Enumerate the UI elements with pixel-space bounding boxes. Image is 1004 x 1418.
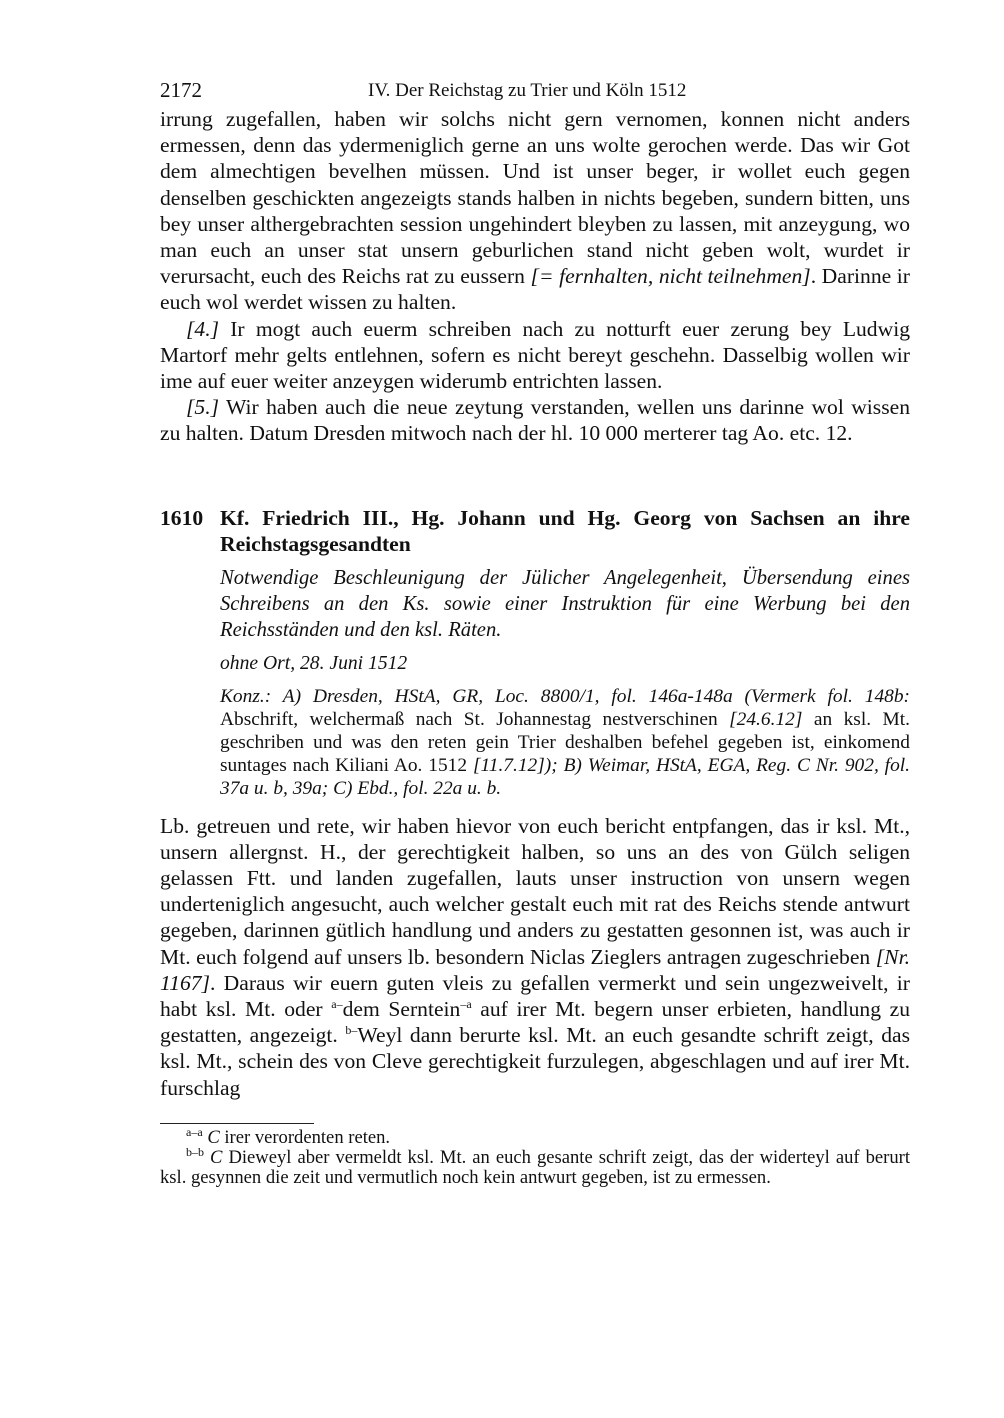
source-text: Abschrift, welchermaß nach St. Johannestag nestverschinen	[220, 708, 730, 730]
page	[160, 78, 910, 1188]
source-text: an ksl. Mt. geschriben und was den reten gein Trier deshalben befehel gegeben ist, einkomend suntages nach Kiliani Ao. 1512	[220, 708, 910, 777]
text-run: irrung zugefallen, haben wir solchs nicht gern vernomen, konnen nicht anders ermessen, denn das ydermeniglich gerne an uns wolte gerochen werde. Das wir Got dem almechtigen bevelhen müssen. Und ist unser beger, ir wollet euch gegen denselben geschickten angezeigts stands halben in nichts begeben, sundern bitten, uns bey unser althergebrachten session ungehindert bleyben zu lassen, mit anzeygung, wo man euch an unser stat unsern geburlichen stand nicht geben wolt, wurdet ir verursacht, euch des Reichs rat zu eussern	[160, 107, 910, 289]
main-text	[160, 813, 910, 1101]
footnote-marker: b–	[345, 1023, 358, 1038]
footnote-marker: a–a	[186, 1124, 203, 1139]
text-run: Wir haben auch die neue zeytung verstanden, wellen uns darinne wol wissen zu halten. Datum Dresden mitwoch nach der hl. 10 000 merterer tag Ao. etc. 12.	[160, 395, 910, 446]
editorial-gloss: [= fernhalten, nicht teilnehmen]	[530, 264, 811, 289]
text-run: . Daraus wir euern guten vleis zu gefallen vermerkt und sein ungezweivelt, ir habt ksl. Mt. oder	[160, 970, 910, 1022]
document-date: ohne Ort, 28. Juni 1512	[220, 652, 408, 674]
text-run: auf irer Mt. begern unser erbieten, handlung zu gestatten, angezeigt.	[160, 997, 910, 1048]
paragraph-5	[160, 394, 910, 446]
paragraph-marker: [4.]	[186, 316, 220, 341]
running-title: IV. Der Reichstag zu Trier und Köln 1512	[368, 80, 687, 101]
text-run: Lb. getreuen und rete, wir haben hievor von euch bericht entpfangen, das ir ksl. Mt., unsern allergnst. H., der gerechtigkeit halben, so uns an des von Gülch seligen gelassen Ftt. und landen zugefallen, lauts unser instruction von unsern wegen underteniglich angesucht, auch welcher gestalt euch mit rat des Reichs stende antwurt gegeben, darinnen gütlich handlung und anders zu gestatten gesonnen ist, was auch ir Mt. euch folgend auf unsers lb. besondern Niclas Zieglers antragen zugeschrieben	[160, 813, 910, 969]
footnote-divider	[160, 1123, 314, 1124]
document-number: 1610	[160, 505, 204, 530]
source-text: [11.7.12]); B) Weimar, HStA, EGA, Reg. C Nr. 902, fol. 37a u. b, 39a; C) Ebd., fol. 22a u. b.	[220, 755, 910, 800]
footnote-siglum: C	[210, 1146, 223, 1168]
paragraph-4	[160, 316, 910, 395]
document-heading	[160, 505, 910, 557]
document-regest: Notwendige Beschleunigung der Jülicher Angelegenheit, Übersendung eines Schreibens an den Ks. sowie einer Instruktion für eine Werbung bei den Reichsständen und den ksl. Räten.	[220, 566, 910, 641]
footnote-marker: –a	[460, 997, 472, 1012]
footnote-marker: b–b	[186, 1144, 204, 1159]
footnote-text: irer verordenten reten.	[219, 1126, 391, 1148]
paragraph-marker: [5.]	[186, 395, 220, 420]
footnote-b	[160, 1144, 910, 1188]
cross-reference: [Nr. 1167]	[160, 944, 910, 995]
text-run: . Darinne ir euch wol werdet wissen zu halten.	[160, 264, 910, 315]
document-title: Kf. Friedrich III., Hg. Johann und Hg. Georg von Sachsen an ihre Reichstagsgesandten	[220, 505, 910, 556]
source-text: Konz.: A) Dresden, HStA, GR, Loc. 8800/1, fol. 146a-148a (Vermerk fol. 148b:	[220, 685, 910, 707]
footnote-marker: a–	[331, 997, 343, 1012]
source-text: [24.6.12]	[729, 708, 803, 730]
footnote-a	[160, 1124, 910, 1148]
text-run: dem Serntein	[342, 997, 461, 1022]
running-head	[160, 78, 910, 106]
page-number: 2172	[160, 78, 202, 102]
source-note	[220, 685, 910, 801]
text-run: Weyl dann berurte ksl. Mt. an euch gesandte schrift zeigt, das ksl. Mt., schein des von Cleve gerechtigkeit furzulegen, abgeschlagen und auf irer Mt. furschlag	[160, 1023, 910, 1100]
footnote-siglum: C	[207, 1126, 220, 1148]
footnote-text: Dieweyl aber vermeldt ksl. Mt. an euch gesante schrift zeigt, das der widerteyl auf berurt ksl. gesynnen die zeit und vermutlich noch kein antwurt gegeben, ist zu ermessen.	[160, 1146, 910, 1188]
continuation-paragraph	[160, 106, 910, 316]
text-run: Ir mogt auch euerm schreiben nach zu notturft euer zerung bey Ludwig Martorf mehr gelts entlehnen, sofern es nicht bereyt geschehn. Dasselbig wollen wir ime auf euer weiter anzeygen widerumb entrichten lassen.	[160, 316, 910, 394]
